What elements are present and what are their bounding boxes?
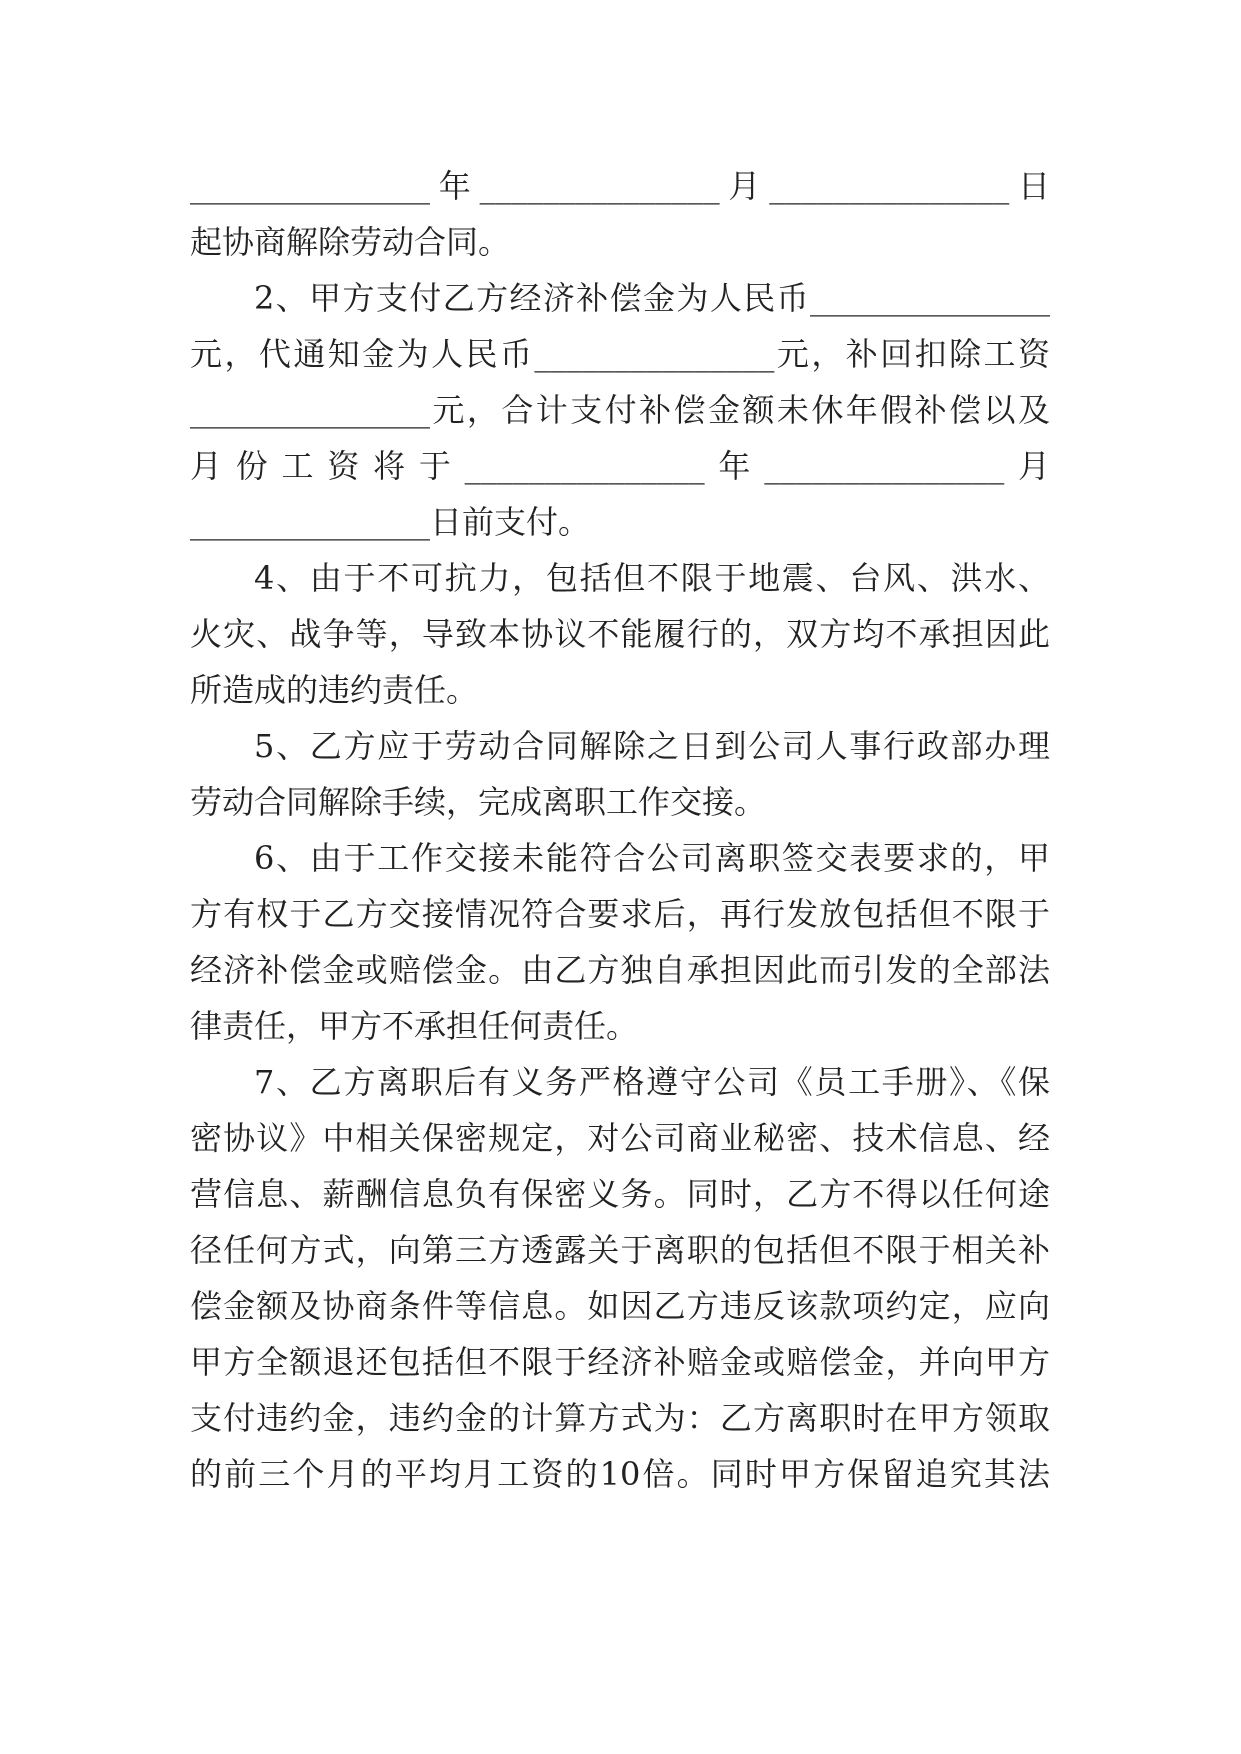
text-line: 5、乙方应于劳动合同解除之日到公司人事行政部办理 — [254, 727, 1050, 765]
text-line: 6、由于工作交接未能符合公司离职签交表要求的，甲 — [254, 839, 1050, 877]
text-line: 偿金额及协商条件等信息。如因乙方违反该款项约定，应向 — [190, 1287, 1050, 1325]
text-line: 所造成的违约责任。 — [190, 671, 479, 709]
text-line: 的前三个月的平均月工资的10倍。同时甲方保留追究其法 — [190, 1455, 1050, 1493]
text-line: _______________日前支付。 — [190, 503, 591, 541]
text-line: _______________元，合计支付补偿金额未休年假补偿以及 — [190, 391, 1050, 429]
document-page — [190, 158, 1050, 1502]
text-line: _______________年_______________月_______________日 — [190, 167, 1050, 205]
text-line: 月份工资将于_______________年_______________月 — [190, 447, 1050, 485]
text-line: 密协议》中相关保密规定，对公司商业秘密、技术信息、经 — [190, 1119, 1050, 1157]
text-line: 7、乙方离职后有义务严格遵守公司《员工手册》、《保 — [254, 1063, 1050, 1101]
text-line: 律责任，甲方不承担任何责任。 — [190, 1007, 639, 1045]
text-line: 劳动合同解除手续，完成离职工作交接。 — [190, 783, 767, 821]
text-line: 营信息、薪酬信息负有保密义务。同时，乙方不得以任何途 — [190, 1175, 1050, 1213]
text-line: 元，代通知金为人民币_______________元，补回扣除工资 — [190, 335, 1050, 373]
text-line: 径任何方式，向第三方透露关于离职的包括但不限于相关补 — [190, 1231, 1050, 1269]
text-line: 起协商解除劳动合同。 — [190, 223, 511, 261]
text-line: 方有权于乙方交接情况符合要求后，再行发放包括但不限于 — [190, 895, 1050, 933]
text-line: 火灾、战争等，导致本协议不能履行的，双方均不承担因此 — [190, 615, 1050, 653]
text-line: 4、由于不可抗力，包括但不限于地震、台风、洪水、 — [254, 559, 1050, 597]
text-line: 甲方全额退还包括但不限于经济补赔金或赔偿金，并向甲方 — [190, 1343, 1050, 1381]
text-line: 支付违约金，违约金的计算方式为：乙方离职时在甲方领取 — [190, 1399, 1050, 1437]
text-line: 经济补偿金或赔偿金。由乙方独自承担因此而引发的全部法 — [190, 951, 1050, 989]
text-line: 2、甲方支付乙方经济补偿金为人民币_______________ — [254, 279, 1050, 317]
